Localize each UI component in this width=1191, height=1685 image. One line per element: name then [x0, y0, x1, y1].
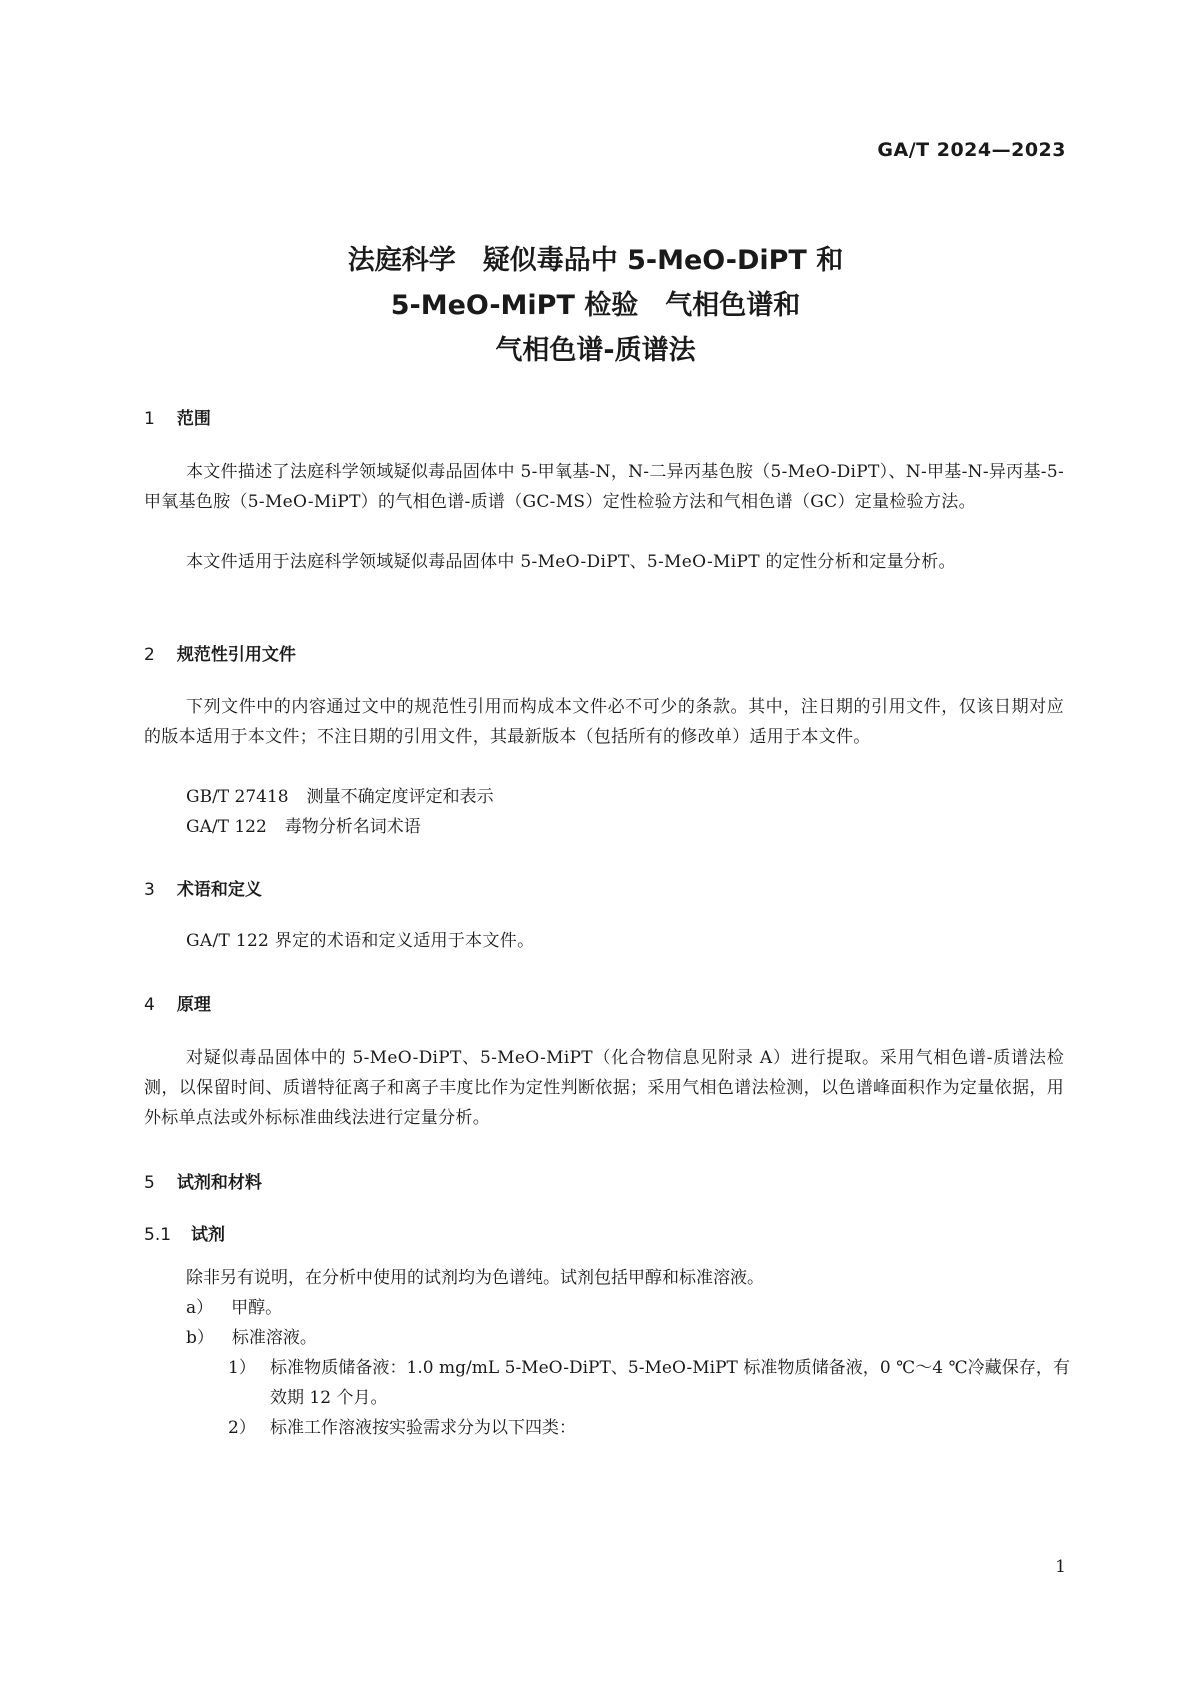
section-1-paragraph-1: 本文件描述了法庭科学领域疑似毒品固体中 5-甲氧基-N，N-二异丙基色胺（5-MeO-DiPT）、N-甲基-N-异丙基-5-甲氧基色胺（5-MeO-MiPT）的气相色谱-质谱（GC-MS）定性检验方法和气相色谱（GC）定量检验方法。 — [144, 462, 1064, 512]
reference-1 — [186, 782, 494, 812]
section-3-heading — [144, 875, 262, 900]
page-number: 1 — [1055, 1557, 1066, 1577]
section-2-paragraph-1: 下列文件中的内容通过文中的规范性引用而构成本文件必不可少的条款。其中，注日期的引用文件，仅该日期对应的版本适用于本文件；不注日期的引用文件，其最新版本（包括所有的修改单）适用于本文件。 — [144, 697, 1064, 747]
section-number: 3 — [144, 880, 155, 900]
section-1-heading — [144, 404, 211, 429]
title-line-2: 5-MeO-MiPT 检验 气相色谱和 — [390, 290, 801, 321]
section-number: 5 — [144, 1173, 155, 1193]
section-2-heading — [144, 640, 296, 665]
sub-item-2-text: 标准工作溶液按实验需求分为以下四类： — [270, 1418, 576, 1438]
list-marker: a） — [186, 1298, 214, 1318]
section-1-paragraph-2: 本文件适用于法庭科学领域疑似毒品固体中 5-MeO-DiPT、5-MeO-MiPT 的定性分析和定量分析。 — [186, 552, 956, 572]
section-title: 范围 — [176, 409, 211, 429]
sub-item-1-text: 标准物质储备液：1.0 mg/mL 5-MeO-DiPT、5-MeO-MiPT 标准物质储备液，0 ℃～4 ℃冷藏保存，有效期 12 个月。 — [270, 1358, 1070, 1408]
section-5-1-heading — [144, 1220, 225, 1245]
section-number: 5.1 — [144, 1225, 172, 1245]
section-4-heading — [144, 990, 211, 1015]
reference-code: GA/T 122 — [186, 817, 267, 837]
list-item-a — [186, 1293, 282, 1323]
document-title — [0, 238, 1191, 373]
list-marker: b） — [186, 1328, 214, 1348]
section-title: 规范性引用文件 — [176, 645, 296, 665]
section-title: 试剂 — [191, 1225, 226, 1245]
list-item-b — [186, 1323, 317, 1353]
section-number: 1 — [144, 409, 155, 429]
reference-title: 测量不确定度评定和表示 — [306, 787, 494, 807]
reference-code: GB/T 27418 — [186, 787, 289, 807]
section-5-1-paragraph-1: 除非另有说明，在分析中使用的试剂均为色谱纯。试剂包括甲醇和标准溶液。 — [186, 1268, 764, 1288]
title-line-1: 法庭科学 疑似毒品中 5-MeO-DiPT 和 — [347, 245, 844, 276]
section-title: 原理 — [176, 995, 211, 1015]
section-3-paragraph-1: GA/T 122 界定的术语和定义适用于本文件。 — [186, 931, 535, 951]
section-title: 术语和定义 — [176, 880, 262, 900]
section-5-heading — [144, 1168, 262, 1193]
section-number: 4 — [144, 995, 155, 1015]
list-text: 标准溶液。 — [231, 1328, 317, 1348]
section-number: 2 — [144, 645, 155, 665]
list-text: 甲醇。 — [231, 1298, 283, 1318]
section-4-paragraph-1: 对疑似毒品固体中的 5-MeO-DiPT、5-MeO-MiPT（化合物信息见附录 A）进行提取。采用气相色谱-质谱法检测，以保留时间、质谱特征离子和离子丰度比作为定性判断依据；采用气相色谱法检测，以色谱峰面积作为定量依据，用外标单点法或外标标准曲线法进行定量分析。 — [144, 1048, 1064, 1128]
sub-item-2-marker: 2） — [228, 1418, 256, 1438]
document-code: GA/T 2024—2023 — [877, 139, 1066, 161]
reference-2 — [186, 812, 421, 842]
sub-item-1-marker: 1） — [228, 1358, 256, 1378]
section-title: 试剂和材料 — [176, 1173, 262, 1193]
title-line-3: 气相色谱-质谱法 — [495, 335, 696, 366]
reference-title: 毒物分析名词术语 — [284, 817, 421, 837]
